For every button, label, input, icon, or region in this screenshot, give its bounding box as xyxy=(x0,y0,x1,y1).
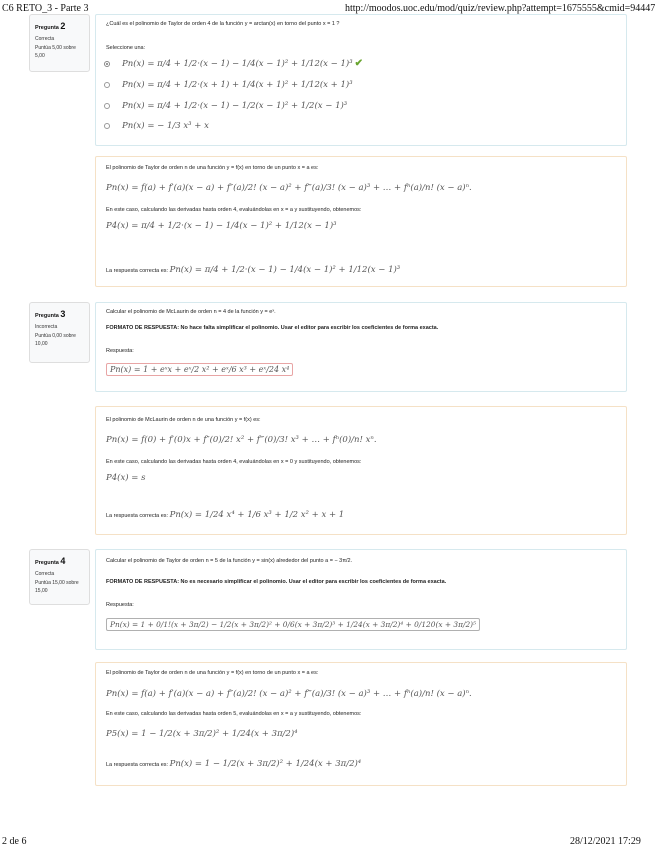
feedback-intro: El polinomio de Taylor de orden n de una función y = f(x) en torno de un punto x = a es: xyxy=(106,670,319,676)
question-prompt: ¿Cuál es el polinomio de Taylor de orden 4 de la función y = arctan(x) en torno del punto x = 1 ? xyxy=(106,21,340,27)
feedback-formula: Pn(x) = f(a) + f′(a)(x − a) + f″(a)/2! (x − a)² + f‴(a)/3! (x − a)³ + … + fⁿ(a)/n! (x − a)ⁿ. xyxy=(106,689,472,699)
question-box xyxy=(95,302,627,392)
question-number: Pregunta 2 xyxy=(35,21,66,31)
feedback-box xyxy=(95,406,627,535)
select-label: Seleccione una: xyxy=(106,45,146,51)
radio-button[interactable] xyxy=(104,82,110,88)
print-header-url: http://moodos.uoc.edu/mod/quiz/review.php?attempt=1675555&cmid=94447 xyxy=(345,3,655,14)
format-note: FORMATO DE RESPUESTA: No es necesario simplificar el polinomio. Usar el editor para escribir los coeficientes de forma exacta. xyxy=(106,579,447,585)
feedback-box xyxy=(95,662,627,786)
question-score: Puntúa 5,00 sobre 5,00 xyxy=(35,45,76,59)
answer-option[interactable]: Pn(x) = π/4 + 1/2·(x − 1) − 1/2(x − 1)² + 1/2(x − 1)³ xyxy=(104,101,347,111)
question-status: Correcta xyxy=(35,35,55,42)
question-score: Puntúa 15,00 sobre 15,00 xyxy=(35,580,79,594)
question-prompt: Calcular el polinomio de McLaurin de orden n = 4 de la función y = eˣ. xyxy=(106,309,276,315)
print-header-title: C6 RETO_3 - Parte 3 xyxy=(2,3,89,14)
correct-answer: La respuesta correcta es: Pn(x) = 1/24 x⁴ + 1/6 x³ + 1/2 x² + x + 1 xyxy=(106,510,345,520)
feedback-intro: El polinomio de McLaurin de orden n de una función y = f(x) es: xyxy=(106,417,261,423)
question-status: Correcta xyxy=(35,570,55,577)
radio-button[interactable] xyxy=(104,61,110,67)
feedback-step: En este caso, calculando las derivadas hasta orden 4, evaluándolas en x = 0 y sustituyendo, obtenemos: xyxy=(106,459,362,465)
answer-field[interactable]: Pn(x) = 1 + 0/1!(x + 3π/2) − 1/2(x + 3π/2)² + 0/6(x + 3π/2)³ + 1/24(x + 3π/2)⁴ + 0/120(x + 3π/2)⁵ xyxy=(106,618,480,631)
feedback-result: P5(x) = 1 − 1/2(x + 3π/2)² + 1/24(x + 3π/2)⁴ xyxy=(106,729,298,739)
answer-option[interactable]: Pn(x) = π/4 + 1/2·(x − 1) − 1/4(x − 1)² + 1/12(x − 1)³ ✔ xyxy=(104,58,363,69)
correct-answer: La respuesta correcta es: Pn(x) = π/4 + 1/2·(x − 1) − 1/4(x − 1)² + 1/12(x − 1)³ xyxy=(106,265,401,275)
feedback-formula: Pn(x) = f(a) + f′(a)(x − a) + f″(a)/2! (x − a)² + f‴(a)/3! (x − a)³ + … + fⁿ(a)/n! (x − a)ⁿ. xyxy=(106,183,472,193)
question-prompt: Calcular el polinomio de Taylor de orden n = 5 de la función y = sin(x) alrededor del punto a = − 3π/2. xyxy=(106,558,353,564)
format-note: FORMATO DE RESPUESTA: No hace falta simplificar el polinomio. Usar el editor para escribir los coeficientes de forma exacta. xyxy=(106,325,439,331)
question-info xyxy=(29,549,90,605)
question-number: Pregunta 4 xyxy=(35,556,66,566)
feedback-result: P4(x) = s xyxy=(106,473,146,483)
feedback-box xyxy=(95,156,627,287)
print-footer-page: 2 de 6 xyxy=(2,836,27,847)
question-info xyxy=(29,302,90,363)
answer-field[interactable]: Pn(x) = 1 + eˣx + eˣ/2 x² + eˣ/6 x³ + eˣ/24 x⁴ xyxy=(106,363,293,376)
question-box xyxy=(95,549,627,650)
check-icon: ✔ xyxy=(354,58,364,69)
correct-answer: La respuesta correcta es: Pn(x) = 1 − 1/2(x + 3π/2)² + 1/24(x + 3π/2)⁴ xyxy=(106,759,362,769)
feedback-intro: El polinomio de Taylor de orden n de una función y = f(x) en torno de un punto x = a es: xyxy=(106,165,319,171)
question-box xyxy=(95,14,627,146)
answer-label: Respuesta: xyxy=(106,348,134,354)
question-status: Incorrecta xyxy=(35,323,58,330)
answer-option[interactable]: Pn(x) = − 1/3 x³ + x xyxy=(104,121,209,131)
question-score: Puntúa 0,00 sobre 10,00 xyxy=(35,333,76,347)
feedback-step: En este caso, calculando las derivadas hasta orden 5, evaluándolas en x = a y sustituyendo, obtenemos: xyxy=(106,711,362,717)
radio-button[interactable] xyxy=(104,103,110,109)
answer-label: Respuesta: xyxy=(106,602,134,608)
feedback-formula: Pn(x) = f(0) + f′(0)x + f″(0)/2! x² + f‴(0)/3! x³ + … + fⁿ(0)/n! xⁿ. xyxy=(106,435,377,445)
question-number: Pregunta 3 xyxy=(35,309,66,319)
feedback-result: P4(x) = π/4 + 1/2·(x − 1) − 1/4(x − 1)² + 1/12(x − 1)³ xyxy=(106,221,337,231)
question-info xyxy=(29,14,90,72)
radio-button[interactable] xyxy=(104,123,110,129)
feedback-step: En este caso, calculando las derivadas hasta orden 4, evaluándolas en x = a y sustituyendo, obtenemos: xyxy=(106,207,362,213)
print-footer-date: 28/12/2021 17:29 xyxy=(570,836,641,847)
answer-option[interactable]: Pn(x) = π/4 + 1/2·(x + 1) + 1/4(x + 1)² + 1/12(x + 1)³ xyxy=(104,80,353,90)
